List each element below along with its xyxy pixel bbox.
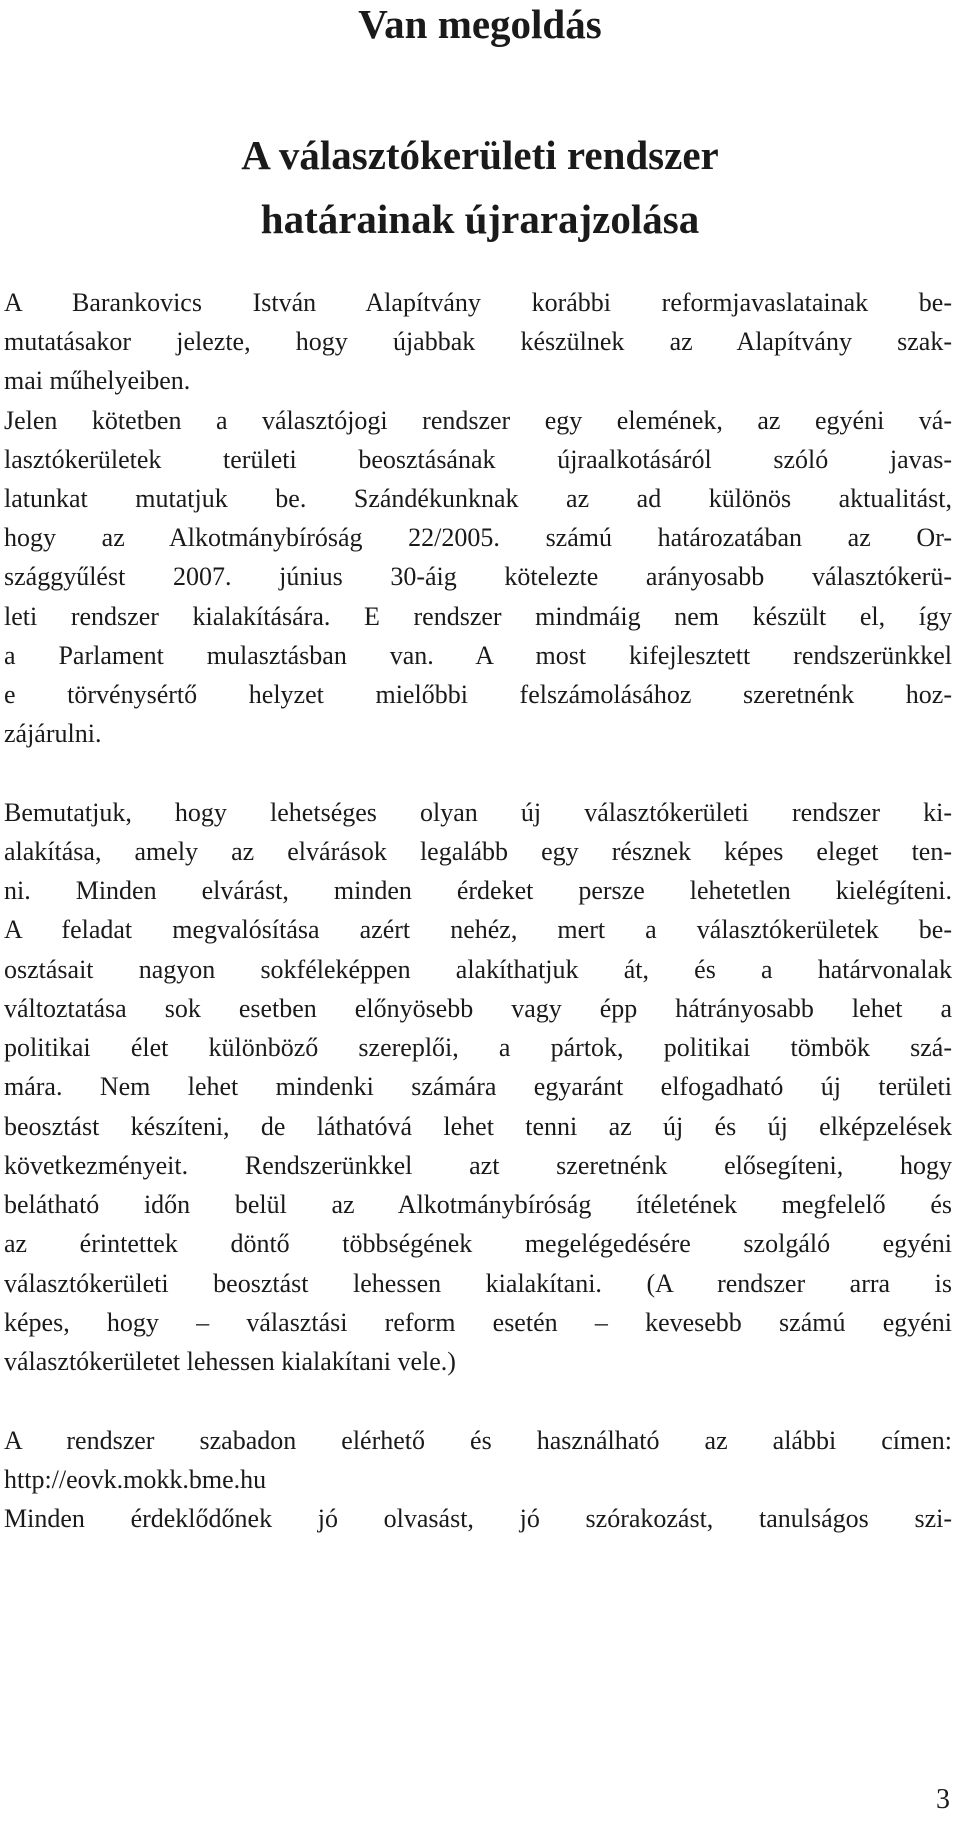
text-line: választókerületet lehessen kialakítani vele.) [4, 1347, 456, 1376]
text-line: képes, hogy – választási reform esetén – kevesebb számú egyéni [4, 1308, 952, 1337]
text-line: a Parlament mulasztásban van. A most kifejlesztett rendszerünkkel [4, 641, 952, 670]
text-line: latunkat mutatjuk be. Szándékunknak az ad különös aktualitást, [4, 484, 952, 513]
text-line: belátható időn belül az Alkotmánybíróság ítéletének megfelelő és [4, 1190, 952, 1219]
text-line: e törvénysértő helyzet mielőbbi felszámolásához szeretnénk hoz- [4, 680, 952, 709]
text-line: A Barankovics István Alapítvány korábbi reformjavaslatainak be- [4, 288, 952, 317]
text-line: mai műhelyeiben. [4, 366, 191, 395]
text-line: Jelen kötetben a választójogi rendszer egy elemének, az egyéni vá- [4, 406, 952, 435]
text-line: Bemutatjuk, hogy lehetséges olyan új választókerületi rendszer ki- [4, 798, 952, 827]
text-line: mutatásakor jelezte, hogy újabbak készülnek az Alapítvány szak- [4, 327, 952, 356]
text-line: szággyűlést 2007. június 30-áig kötelezte arányosabb választókerü- [4, 562, 952, 591]
text-line: ni. Minden elvárást, minden érdeket persze lehetetlen kielégíteni. [4, 876, 952, 905]
text-line: hogy az Alkotmánybíróság 22/2005. számú határozatában az Or- [4, 523, 952, 552]
text-line: beosztást készíteni, de láthatóvá lehet tenni az új és új elképzelések [4, 1112, 952, 1141]
text-line: az érintettek döntő többségének megelégedésére szolgáló egyéni [4, 1229, 952, 1258]
text-line: A rendszer szabadon elérhető és használható az alábbi címen: [4, 1426, 952, 1455]
text-line: A feladat megvalósítása azért nehéz, mert a választókerületek be- [4, 915, 952, 944]
text-line: következményeit. Rendszerünkkel azt szeretnénk elősegíteni, hogy [4, 1151, 952, 1180]
text-line: politikai élet különböző szereplői, a pártok, politikai tömbök szá- [4, 1033, 952, 1062]
text-line: leti rendszer kialakítására. E rendszer mindmáig nem készült el, így [4, 602, 952, 631]
text-line: lasztókerületek területi beosztásának újraalkotásáról szóló javas- [4, 445, 952, 474]
text-line: Minden érdeklődőnek jó olvasást, jó szórakozást, tanulságos szi- [4, 1504, 952, 1533]
text-line: zájárulni. [4, 719, 102, 748]
text-line: változtatása sok esetben előnyösebb vagy épp hátrányosabb lehet a [4, 994, 952, 1023]
text-line: alakítása, amely az elvárások legalább egy résznek képes eleget ten- [4, 837, 952, 866]
url-link[interactable]: http://eovk.mokk.bme.hu [4, 1465, 267, 1494]
text-line: választókerületi beosztást lehessen kialakítani. (A rendszer arra is [4, 1269, 952, 1298]
text-line: osztásait nagyon sokféleképpen alakíthatjuk át, és a határvonalak [4, 955, 952, 984]
text-line: mára. Nem lehet mindenki számára egyaránt elfogadható új területi [4, 1072, 952, 1101]
page-number: 3 [936, 1784, 950, 1815]
page-title: Van megoldás [358, 1, 602, 47]
section-title-line-2: határainak újrarajzolása [260, 196, 700, 242]
section-title-line-1: A választókerületi rendszer [241, 132, 719, 178]
